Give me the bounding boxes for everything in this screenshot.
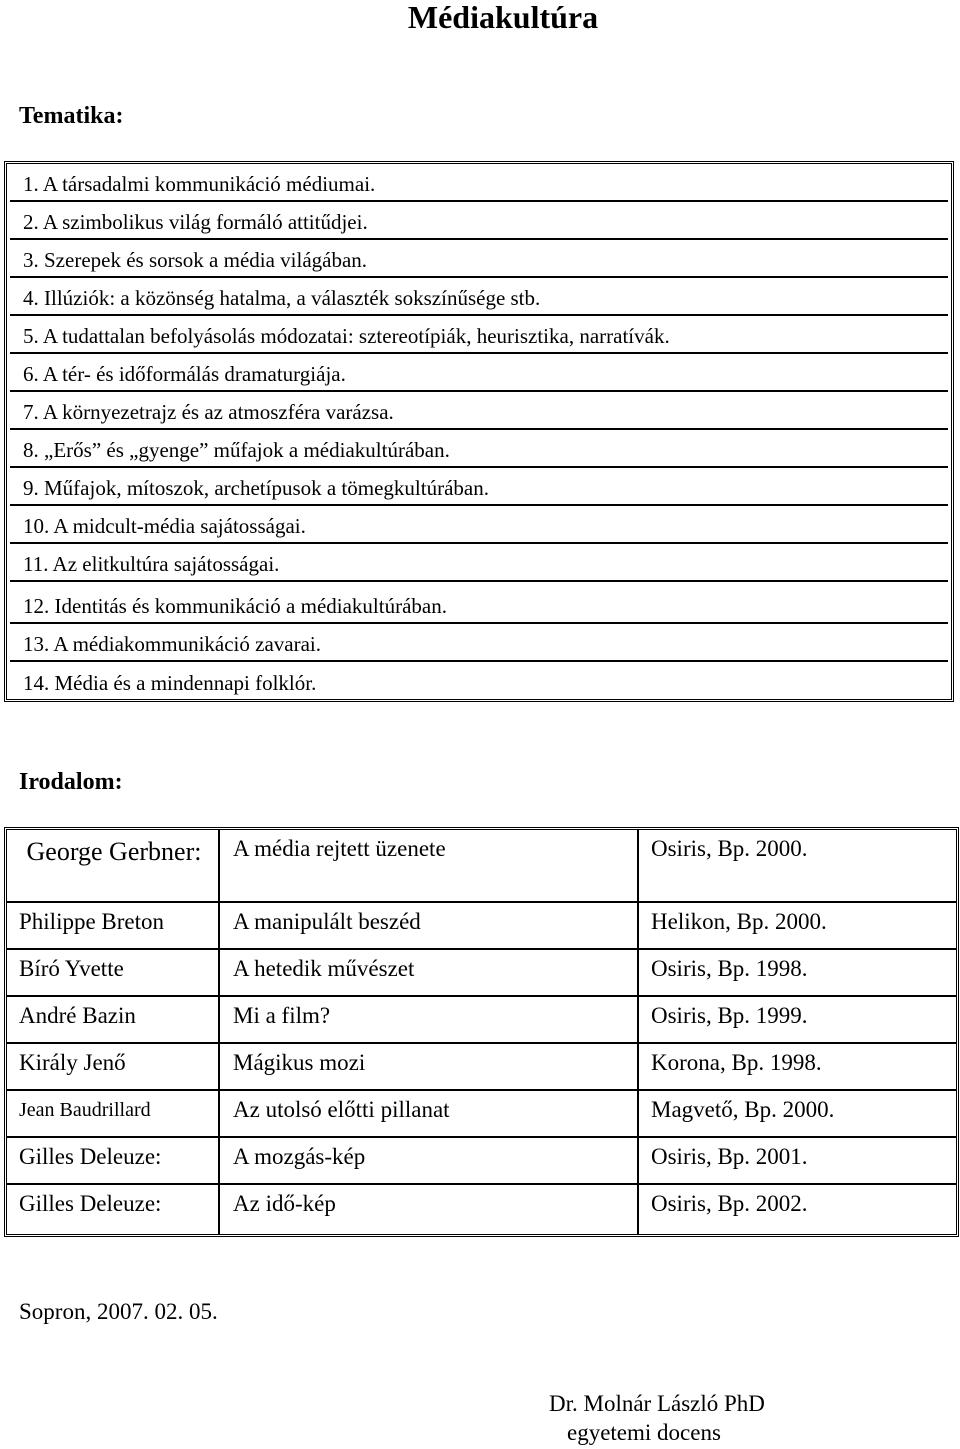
topic-row [10, 544, 948, 582]
topic-text: 3. Szerepek és sorsok a média világában. [23, 248, 368, 272]
topic-row [10, 278, 948, 316]
topic-row [10, 662, 948, 699]
topic-text: 14. Média és a mindennapi folklór. [23, 671, 317, 695]
topic-row [10, 164, 948, 202]
publisher-cell: Magvető, Bp. 2000. [651, 1097, 835, 1122]
topic-text: 4. Illúziók: a közönség hatalma, a választék sokszínűsége stb. [23, 286, 541, 310]
publisher-cell: Osiris, Bp. 1999. [651, 1003, 808, 1028]
publisher-cell: Osiris, Bp. 2002. [651, 1191, 808, 1216]
table-row [7, 997, 956, 1044]
topic-text: 11. Az elitkultúra sajátosságai. [23, 552, 280, 576]
topic-row [10, 202, 948, 240]
topic-row [10, 392, 948, 430]
topic-text: 9. Műfajok, mítoszok, archetípusok a tömegkultúrában. [23, 476, 489, 500]
topic-text: 10. A midcult-média sajátosságai. [23, 514, 306, 538]
title-cell: A mozgás-kép [233, 1144, 366, 1169]
topic-text: 7. A környezetrajz és az atmoszféra varázsa. [23, 400, 394, 424]
table-row [7, 1091, 956, 1138]
title-cell: Mágikus mozi [233, 1050, 366, 1075]
signature-title: egyetemi docens [567, 1420, 721, 1445]
topic-row [10, 506, 948, 544]
topic-text: 6. A tér- és időformálás dramaturgiája. [23, 362, 346, 386]
publisher-cell: Osiris, Bp. 1998. [651, 956, 808, 981]
topic-text: 8. „Erős” és „gyenge” műfajok a médiakultúrában. [23, 438, 450, 462]
publisher-cell: Osiris, Bp. 2001. [651, 1144, 808, 1169]
author-cell: Gilles Deleuze: [19, 1191, 162, 1216]
topic-text: 1. A társadalmi kommunikáció médiumai. [23, 172, 376, 196]
title-cell: Az idő-kép [233, 1191, 336, 1216]
publisher-cell: Korona, Bp. 1998. [651, 1050, 822, 1075]
title-cell: Mi a film? [233, 1003, 331, 1028]
table-row [7, 1044, 956, 1091]
topic-text: 12. Identitás és kommunikáció a médiakultúrában. [23, 594, 447, 618]
topic-row [10, 240, 948, 278]
table-row [7, 1138, 956, 1185]
topic-text: 5. A tudattalan befolyásolás módozatai: sztereotípiák, heurisztika, narratívák. [23, 324, 670, 348]
title-cell: A manipulált beszéd [233, 909, 421, 934]
topic-text: 2. A szimbolikus világ formáló attitűdjei. [23, 210, 368, 234]
table-row [7, 830, 956, 903]
document-title: Médiakultúra [407, 0, 599, 35]
title-cell: A hetedik művészet [233, 956, 415, 981]
title-cell: A média rejtett üzenete [233, 836, 446, 861]
topic-row [10, 624, 948, 662]
publisher-cell: Helikon, Bp. 2000. [651, 909, 827, 934]
topic-text: 13. A médiakommunikáció zavarai. [23, 632, 321, 656]
topics-table [4, 161, 954, 702]
author-cell: Király Jenő [19, 1050, 126, 1075]
tematika-heading: Tematika: [19, 103, 124, 129]
topic-row [10, 354, 948, 392]
author-cell: Philippe Breton [19, 909, 165, 934]
table-row [7, 950, 956, 997]
author-cell: Gilles Deleuze: [19, 1144, 162, 1169]
literature-table [4, 827, 959, 1237]
publisher-cell: Osiris, Bp. 2000. [651, 836, 808, 861]
author-cell: George Gerbner: [26, 837, 202, 866]
author-cell: Bíró Yvette [19, 956, 124, 981]
table-row [7, 1185, 956, 1234]
place-and-date: Sopron, 2007. 02. 05. [19, 1299, 218, 1324]
title-cell: Az utolsó előtti pillanat [233, 1097, 450, 1122]
author-cell: Jean Baudrillard [19, 1099, 151, 1121]
topic-row [10, 582, 948, 624]
topic-row [10, 316, 948, 354]
author-cell: André Bazin [19, 1003, 136, 1028]
table-row [7, 903, 956, 950]
irodalom-heading: Irodalom: [19, 769, 123, 795]
topic-row [10, 468, 948, 506]
signature-name: Dr. Molnár László PhD [549, 1391, 765, 1416]
topic-row [10, 430, 948, 468]
